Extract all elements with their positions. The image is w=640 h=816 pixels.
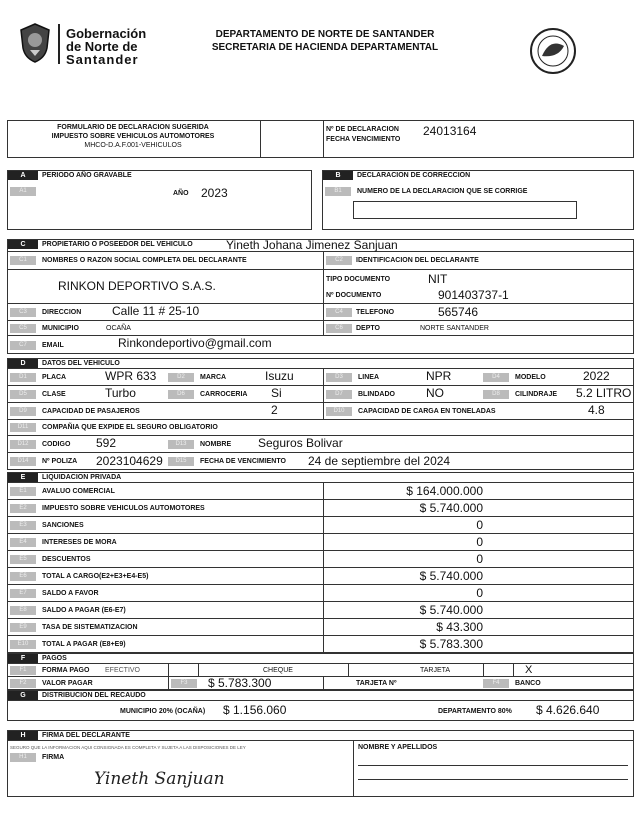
insurer-name: Seguros Bolivar <box>258 436 343 450</box>
liquidation-value: 0 <box>476 552 483 566</box>
code-a1: A1 <box>10 187 36 196</box>
logo-text-2: de Norte de <box>66 39 138 54</box>
section-a-badge: A <box>8 171 38 180</box>
liquidation-row <box>7 636 634 653</box>
section-g-title: DISTRIBUCION DEL RECAUDO <box>42 692 146 699</box>
passengers-label: CAPACIDAD DE PASAJEROS <box>42 408 140 415</box>
department-share-value: $ 4.626.640 <box>536 703 600 717</box>
insurer-code: 592 <box>96 436 117 450</box>
id-label: IDENTIFICACION DEL DECLARANTE <box>356 257 479 264</box>
liquidation-label: SALDO A PAGAR (E6-E7) <box>42 607 126 614</box>
insurer-code-row <box>7 436 634 453</box>
liquidation-label: AVALUO COMERCIAL <box>42 488 115 495</box>
due-date-label: FECHA VENCIMIENTO <box>326 136 401 143</box>
model-label: MODELO <box>515 374 546 381</box>
liquidation-value: 0 <box>476 518 483 532</box>
cargo-value: 4.8 <box>588 403 605 417</box>
year-label: AÑO <box>173 190 189 197</box>
city-row <box>7 321 634 336</box>
department-share-label: DEPARTAMENTO 80% <box>438 708 512 715</box>
liquidation-value: $ 5.783.300 <box>419 637 483 651</box>
vehicle-row-1 <box>7 369 634 386</box>
dept-value: NORTE SANTANDER <box>420 325 489 332</box>
liquidation-row <box>7 483 634 500</box>
dept-label: DEPTO <box>356 325 380 332</box>
section-h-title: FIRMA DEL DECLARANTE <box>42 732 130 739</box>
liquidation-value: 0 <box>476 535 483 549</box>
company-name: RINKON DEPORTIVO S.A.S. <box>58 279 216 293</box>
code-f3: F3 <box>171 679 197 688</box>
declaration-no-label: Nº DE DECLARACION <box>326 126 399 133</box>
liquidation-row <box>7 551 634 568</box>
liquidation-label: DESCUENTOS <box>42 556 91 563</box>
cash-option: EFECTIVO <box>105 667 141 674</box>
plate-label: PLACA <box>42 374 67 381</box>
liquidation-label: INTERESES DE MORA <box>42 539 117 546</box>
liquidation-code: E10 <box>10 640 36 649</box>
card-mark: X <box>525 664 533 676</box>
company-row <box>7 270 634 304</box>
policy-row <box>7 453 634 470</box>
check-option: CHEQUE <box>263 667 293 674</box>
card-option: TARJETA <box>420 667 451 674</box>
class-value: Turbo <box>105 386 136 400</box>
payment-amount-row <box>7 677 634 690</box>
liquidation-label: TOTAL A PAGAR (E8+E9) <box>42 641 126 648</box>
form-name-1: FORMULARIO DE DECLARACION SUGERIDA <box>57 124 209 131</box>
policy-value: 2023104629 <box>96 454 163 468</box>
body-value: Si <box>271 386 282 400</box>
correction-label: NUMERO DE LA DECLARACION QUE SE CORRIGE <box>357 188 528 195</box>
expiry-value: 24 de septiembre del 2024 <box>308 454 451 468</box>
email-row <box>7 336 634 354</box>
disclaimer: SEGURO QUE LA INFORMACION AQUI CONSIGNADA ES COMPLETA Y SUJETA A LAS DISPOSICIONES DE LEY <box>10 745 246 750</box>
signature-area <box>7 741 634 797</box>
code-f1: F1 <box>10 666 36 675</box>
section-h-header <box>7 730 634 741</box>
code-d13: D13 <box>168 440 194 449</box>
phone-label: TELEFONO <box>356 309 395 316</box>
code-c2: C2 <box>326 256 352 265</box>
form-header <box>7 120 634 158</box>
card-no-label: TARJETA Nº <box>356 680 397 687</box>
code-d15: D15 <box>168 457 194 466</box>
insurer-code-label: CODIGO <box>42 441 71 448</box>
code-d2: D2 <box>168 373 194 382</box>
section-d-badge: D <box>8 359 38 368</box>
code-d6: D6 <box>168 390 194 399</box>
passengers-value: 2 <box>271 403 278 417</box>
section-h-badge: H <box>8 731 38 740</box>
code-d9: D9 <box>10 407 36 416</box>
section-a <box>7 170 312 230</box>
policy-label: Nº POLIZA <box>42 458 78 465</box>
section-d-title: DATOS DEL VEHICULO <box>42 360 120 367</box>
class-label: CLASE <box>42 391 66 398</box>
section-g-badge: G <box>8 691 38 700</box>
doc-type-label: TIPO DOCUMENTO <box>326 276 391 283</box>
amount-value: $ 5.783.300 <box>208 676 272 690</box>
gobernacion-logo <box>18 22 158 68</box>
section-f-title: PAGOS <box>42 655 67 662</box>
cc-value: 5.2 LITRO <box>576 386 632 400</box>
cargo-label: CAPACIDAD DE CARGA EN TONELADAS <box>358 408 496 415</box>
declaration-no: 24013164 <box>423 124 477 138</box>
payment-method-row <box>7 664 634 677</box>
section-c-badge: C <box>8 240 38 249</box>
code-c5: C5 <box>10 324 36 333</box>
armored-label: BLINDADO <box>358 391 395 398</box>
section-c-title: PROPIETARIO O POSEEDOR DEL VEHICULO <box>42 241 193 248</box>
liquidation-code: E3 <box>10 521 36 530</box>
owner-name: Yineth Johana Jimenez Sanjuan <box>226 238 398 252</box>
liquidation-value: 0 <box>476 586 483 600</box>
liquidation-code: E6 <box>10 572 36 581</box>
liquidation-label: SALDO A FAVOR <box>42 590 99 597</box>
section-f-badge: F <box>8 654 38 663</box>
payment-form-label: FORMA PAGO <box>42 667 90 674</box>
liquidation-label: TASA DE SISTEMATIZACION <box>42 624 138 631</box>
liquidation-label: SANCIONES <box>42 522 84 529</box>
section-b-badge: B <box>323 171 353 180</box>
code-f4: F4 <box>483 679 509 688</box>
doc-no-label: Nº DOCUMENTO <box>326 292 382 299</box>
liquidation-row <box>7 517 634 534</box>
section-f-header <box>7 653 634 664</box>
code-d14: D14 <box>10 457 36 466</box>
section-a-title: PERIODO AÑO GRAVABLE <box>42 172 132 179</box>
sign-label: FIRMA <box>42 754 65 761</box>
code-d1: D1 <box>10 373 36 382</box>
code-d3: D3 <box>326 373 352 382</box>
liquidation-label: IMPUESTO SOBRE VEHICULOS AUTOMOTORES <box>42 505 205 512</box>
email-value: Rinkondeportivo@gmail.com <box>118 336 272 350</box>
distribution-row <box>7 701 634 721</box>
year-value: 2023 <box>201 186 228 200</box>
form-name-3: MHCO-D.A.F.001-VEHICULOS <box>84 142 182 149</box>
body-label: CARROCERIA <box>200 391 248 398</box>
liquidation-value: $ 5.740.000 <box>419 603 483 617</box>
code-c3: C3 <box>10 308 36 317</box>
municipality-share-value: $ 1.156.060 <box>223 703 287 717</box>
line-label: LINEA <box>358 374 379 381</box>
liquidation-value: $ 43.300 <box>436 620 483 634</box>
liquidation-row <box>7 585 634 602</box>
model-value: 2022 <box>583 369 610 383</box>
title-line-1: DEPARTAMENTO DE NORTE DE SANTANDER <box>215 29 435 40</box>
code-c6: C6 <box>326 324 352 333</box>
code-b1: B1 <box>325 187 351 196</box>
code-d10: D10 <box>326 407 352 416</box>
code-f2: F2 <box>10 679 36 688</box>
insurer-row <box>7 420 634 436</box>
municipality-share-label: MUNICIPIO 20% (OCAÑA) <box>120 708 206 715</box>
liquidation-row <box>7 534 634 551</box>
insurer-name-label: NOMBRE <box>200 441 232 448</box>
code-d4: D4 <box>483 373 509 382</box>
email-label: EMAIL <box>42 342 64 349</box>
liquidation-code: E8 <box>10 606 36 615</box>
cc-label: CILINDRAJE <box>515 391 558 398</box>
liquidation-code: E5 <box>10 555 36 564</box>
code-c7: C7 <box>10 341 36 350</box>
address-row <box>7 304 634 321</box>
section-b-title: DECLARACION DE CORRECCION <box>357 172 471 179</box>
form-name-2: IMPUESTO SOBRE VEHICULOS AUTOMOTORES <box>51 133 215 140</box>
bank-label: BANCO <box>515 680 541 687</box>
liquidation-label: TOTAL A CARGO(E2+E3+E4-E5) <box>42 573 149 580</box>
liquidation-row <box>7 619 634 636</box>
correction-field <box>353 201 577 219</box>
liquidation-value: $ 164.000.000 <box>406 484 483 498</box>
code-d5: D5 <box>10 390 36 399</box>
liquidation-row <box>7 500 634 517</box>
address-value: Calle 11 # 25-10 <box>112 304 200 318</box>
plate-value: WPR 633 <box>105 369 157 383</box>
liquidation-code: E1 <box>10 487 36 496</box>
title-line-2: SECRETARIA DE HACIENDA DEPARTAMENTAL <box>211 42 439 53</box>
section-d-header <box>7 358 634 369</box>
liquidation-row <box>7 568 634 585</box>
line-value: NPR <box>426 369 452 383</box>
doc-type: NIT <box>428 272 448 286</box>
code-d7: D7 <box>326 390 352 399</box>
liquidation-value: $ 5.740.000 <box>419 569 483 583</box>
section-g-header <box>7 690 634 701</box>
address-label: DIRECCION <box>42 309 82 316</box>
code-h1: H1 <box>10 753 36 762</box>
signature: Yineth Sanjuan <box>94 769 225 789</box>
vehicle-row-3 <box>7 403 634 420</box>
liquidation-code: E2 <box>10 504 36 513</box>
crest-icon <box>18 22 52 64</box>
doc-no: 901403737-1 <box>438 288 509 302</box>
armored-value: NO <box>426 386 444 400</box>
city-value: OCAÑA <box>106 325 131 332</box>
section-e-header <box>7 472 634 483</box>
liquidation-row <box>7 602 634 619</box>
brand-label: MARCA <box>200 374 227 381</box>
vehicle-row-2 <box>7 386 634 403</box>
liquidation-code: E9 <box>10 623 36 632</box>
logo-text-3: Santander <box>66 52 139 67</box>
logo-text-1: Gobernación <box>66 26 147 41</box>
section-b <box>322 170 634 230</box>
code-d12: D12 <box>10 440 36 449</box>
city-label: MUNICIPIO <box>42 325 79 332</box>
code-d8: D8 <box>483 390 509 399</box>
page-title <box>180 28 470 54</box>
section-c-header <box>7 239 634 252</box>
names-label: NOMBRE Y APELLIDOS <box>358 744 438 751</box>
section-e-title: LIQUIDACION PRIVADA <box>42 474 122 481</box>
name-label: NOMBRES O RAZON SOCIAL COMPLETA DEL DECLARANTE <box>42 257 247 264</box>
liquidation-value: $ 5.740.000 <box>419 501 483 515</box>
phone-value: 565746 <box>438 305 479 319</box>
seal-icon <box>528 26 578 76</box>
code-c4: C4 <box>326 308 352 317</box>
code-d11: D11 <box>10 423 36 432</box>
amount-label: VALOR PAGAR <box>42 680 93 687</box>
liquidation-code: E4 <box>10 538 36 547</box>
name-row <box>7 252 634 270</box>
section-e-badge: E <box>8 473 38 482</box>
liquidation-code: E7 <box>10 589 36 598</box>
brand-value: Isuzu <box>265 369 294 383</box>
insurer-label: COMPAÑIA QUE EXPIDE EL SEGURO OBLIGATORIO <box>42 424 218 431</box>
code-c1: C1 <box>10 256 36 265</box>
expiry-label: FECHA DE VENCIMIENTO <box>200 458 286 465</box>
